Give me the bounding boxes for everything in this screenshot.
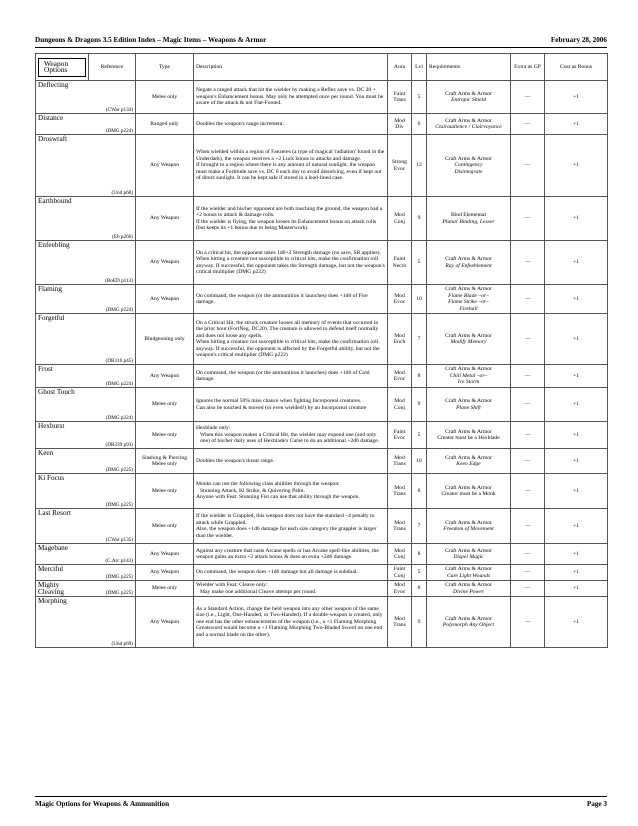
extra-gp: — [511,509,545,544]
requirements-cell [427,509,511,544]
table-row [36,241,608,285]
reference: (DR339 p93) [105,441,133,448]
reference-cell [89,285,136,314]
requirement-line: Plane Shift [456,404,481,411]
requirement-line: Fireball [459,305,478,312]
requirement-line: Craft Arms & Armor [445,519,492,526]
reference: (BoED p113) [105,277,133,284]
weapon-option-name: Ghost Touch [36,388,89,422]
weapon-type: Any Weapon [136,285,194,314]
cost-bonus: +1 [545,509,608,544]
cost-bonus: +1 [545,197,608,241]
reference-cell [89,565,136,581]
requirement-line: Craft Arms & Armor [445,286,492,292]
caster-level: 12 [412,135,427,197]
caster-level: 10 [412,449,427,474]
requirements-cell [427,544,511,565]
description-line: Stunning Attack, Ki Strike, & Quivering Palm. [200,487,305,494]
requirements-cell [427,388,511,422]
description-line: On command, the weapon does +1d6 damage but all damage is subdual. [196,569,358,576]
caster-level: 6 [412,114,427,135]
table-row [36,474,608,509]
caster-level: 5 [412,241,427,285]
table-row [36,285,608,314]
requirements-cell [427,197,511,241]
description-line: Negate a ranged attack that hit the wielder by making a Reflex save vs. DC 20 + weapon's Enhancement bonus. May only be attempted once per round. You must be aware of the attack & not Flat-Footed. [196,87,384,107]
reference-cell [89,241,136,285]
footer-page-number: Page 3 [586,800,607,808]
requirement-line: Craft Arms & Armor [445,366,492,373]
col-header-aura: Aura [388,54,412,81]
description-cell [194,509,388,544]
reference-cell [89,81,136,114]
caster-level: 9 [412,597,427,648]
aura: Strong Evoc [388,135,412,197]
cost-bonus: +1 [545,241,608,285]
weapon-option-name: Frost [36,365,89,388]
requirement-line: Contingency [454,162,483,169]
reference: (CWar p135) [105,536,133,543]
description-cell [194,565,388,581]
requirement-line: Bind Elemental [451,212,486,218]
requirement-line: Craft Arms & Armor [445,454,492,461]
reference: (DMG p224) [105,414,133,421]
cost-bonus: +1 [545,581,608,597]
reference-cell [89,597,136,648]
description-line: If the wielder and his/her opponent are both touching the ground, the weapon had a +2 bonus to attack & damage rolls. [196,205,383,218]
reference: (DMG p224) [105,306,133,313]
requirement-line: Freedom of Movement [443,526,494,532]
requirement-line: Craft Arms & Armor [445,566,492,572]
aura: Mod Trans [388,597,412,648]
requirement-line: Craft Arms & Armor [445,547,492,554]
header-title: Dungeons & Dragons 3.5 Edition Index – Magic Items – Weapons & Armor [35,36,267,44]
description-cell [194,544,388,565]
requirement-line: Ray of Enfeeblement [445,262,492,269]
table-row [36,365,608,388]
weapon-type: Melee only [136,509,194,544]
description-line: Can also be touched & moved (or even wielded!) by an Incorporeal creature [196,404,367,411]
cost-bonus: +1 [545,314,608,365]
aura: Mod Conj [388,544,412,565]
reference-cell [89,449,136,474]
weapon-option-name: Keen [36,449,89,474]
description-line: If the wielder is Grappled, this weapon does not have the standard –4 penalty to attack while Grappled. [196,513,375,526]
aura: Mod Trans [388,449,412,474]
caster-level: 8 [412,365,427,388]
requirement-line: Cure Light Wounds [446,572,491,579]
weapon-option-name: Ki Focus [36,474,89,509]
requirement-line: Creator must be a Monk [441,491,496,497]
description-cell [194,285,388,314]
aura: Faint Trans [388,81,412,114]
weapon-type: Melee only [136,581,194,597]
weapon-type: Melee only [136,474,194,509]
cost-bonus: +1 [545,81,608,114]
requirement-line: Clairaudience / Clairvoyance [435,124,502,130]
cost-bonus: +1 [545,544,608,565]
requirements-cell [427,114,511,135]
requirements-cell [427,285,511,314]
requirement-line: Entropic Shield [451,97,486,103]
description-line: When wielded within a region of Faezeres (a type of magical 'radiation' found in the Underdark), the weapon receives a +2 Luck bonus to attacks and damage. [196,149,385,162]
requirement-line: Craft Arms & Armor [445,90,492,97]
description-line: Doubles the weapon's threat range. [196,457,275,464]
requirements-cell [427,241,511,285]
description-line: If the wielder is flying, the weapon looses its Enhancement bonus on attack rolls (but keeps its +1 bonus due to being Masterwork). [196,218,377,231]
reference: (C.Arc p143) [105,557,133,564]
requirement-line: Craft Arms & Armor [445,256,492,262]
requirement-line: Flame Strike –or– [448,299,489,305]
footer-rule [35,796,607,797]
extra-gp: — [511,241,545,285]
caster-level: 5 [412,81,427,114]
requirements-cell [427,474,511,509]
table-row [36,197,608,241]
extra-gp: — [511,565,545,581]
reference: (DMG p225) [105,573,133,580]
requirement-line: Modify Memory [450,339,487,345]
weapon-option-name: Mighty Cleaving [36,581,89,597]
weapon-option-name: Forgetful [36,314,89,365]
reference-cell [89,197,136,241]
reference: (DR316 p45) [105,357,133,364]
description-line: When this weapon makes a Critical Hit, the wielder may expend one (and only one) of his/her daily uses of Hexblade's Curse to do an additional +2d6 damage. [200,431,380,445]
weapon-options-table [35,53,608,648]
table-row [36,81,608,114]
requirements-cell [427,597,511,648]
caster-level: 10 [412,285,427,314]
description-cell [194,581,388,597]
reference-cell [89,388,136,422]
weapon-type: Slashing & Piercing Melee only [136,449,194,474]
requirements-cell [427,581,511,597]
table-row [36,449,608,474]
weapon-option-name: Magebane [36,544,89,565]
weapon-option-name: Last Resort [36,509,89,544]
aura: Mod Ench [388,314,412,365]
description-cell [194,241,388,285]
aura: Faint Necro [388,241,412,285]
reference: (DMG p224) [105,127,133,134]
aura: Mod Conj [388,197,412,241]
caster-level: 8 [412,474,427,509]
header-date: February 28, 2006 [550,36,607,44]
caster-level: 5 [412,422,427,449]
aura: Mod Conj [388,388,412,422]
description-line: On a critical hit, the opponent takes 1d6+2 Strength damage (no save, SR applies). [196,249,381,256]
weapon-option-name: Merciful [36,565,89,581]
description-line: Also, the weapon does +1d6 damage for each size category the grappler is larger than the wielder. [196,526,377,539]
description-line: If brought to a region where there is any amount of natural sunlight, the weapon must make a Fortitude save vs. DC 8 each day to avoid dissolving, even if kept out of direct sunlight. It can be kept safe if stored in a lead-lined case. [196,162,382,182]
weapon-option-name: Hexburst [36,422,89,449]
description-cell [194,449,388,474]
description-cell [194,114,388,135]
weapon-type: Any Weapon [136,365,194,388]
aura: Mod Evoc [388,581,412,597]
header-rule [35,47,607,48]
reference-cell [89,314,136,365]
requirement-line: Ice Storm [457,379,480,386]
description-cell [194,422,388,449]
weapon-type: Any Weapon [136,241,194,285]
table-row [36,314,608,365]
col-header-extra: Extra as GP [511,54,545,81]
table-row [36,422,608,449]
weapon-type: Any Weapon [136,135,194,197]
description-line: When hitting a creature not susceptible to critical hits, make the confirmation roll anyway. If successful, the opponent takes the Strength damage, but not the weapon's critical multiplier (DMG p222) [196,256,385,275]
extra-gp: — [511,422,545,449]
description-cell [194,197,388,241]
reference: (DMG p224) [105,380,133,387]
reference: (Und p69) [111,640,133,647]
description-cell [194,597,388,648]
description-line: As a Standard Action, change the held weapon into any other weapon of the same size (i.e., Light, One-Handed, or Two-Handed). If a double-weapon is created, only one end has the other enhancements of the weapon (i.e., a +1 Flaming Morphing Greatsword would become a +1 Flaming Morphing Two-Bladed Sword on one end and a normal blade on the other). [196,605,383,638]
description-cell [194,81,388,114]
requirement-line: Dispel Magic [453,554,484,560]
extra-gp: — [511,449,545,474]
description-cell [194,314,388,365]
weapon-type: Any Weapon [136,565,194,581]
caster-level: 5 [412,565,427,581]
table-row [36,597,608,648]
description-line: Doubles the weapon's range increment. [196,120,284,127]
requirements-cell [427,135,511,197]
requirement-line: Craft Arms & Armor [445,615,492,622]
weapon-option-name: Deflecting [36,81,89,114]
description-line: May make one additional Cleave attempt per round. [200,588,317,595]
extra-gp: — [511,114,545,135]
requirement-line: Polymorph Any Object [442,622,495,628]
extra-gp: — [511,365,545,388]
reference-cell [89,581,136,597]
aura: Mod Evoc [388,365,412,388]
weapon-option-name: Distance [36,114,89,135]
weapon-option-name: Flaming [36,285,89,314]
description-line: On command, the weapon (or the ammunition it launches) does +1d6 of Cold damage. [196,369,370,382]
cost-bonus: +1 [545,422,608,449]
extra-gp: — [511,81,545,114]
requirement-line: Craft Arms & Armor [445,484,492,491]
reference: (CWar p134) [105,106,133,113]
extra-gp: — [511,285,545,314]
reference: (Eb p266) [112,233,133,240]
cost-bonus: +1 [545,285,608,314]
weapon-option-name: Morphing [36,597,89,648]
caster-level: 9 [412,197,427,241]
requirement-line: Planar Binding, Lesser [442,218,495,225]
cost-bonus: +1 [545,365,608,388]
requirement-line: Chill Metal –or– [449,372,488,379]
extra-gp: — [511,388,545,422]
reference: (DMG p225) [105,466,133,473]
reference-cell [89,135,136,197]
requirement-line: Craft Arms & Armor [445,332,492,339]
description-cell [194,388,388,422]
description-cell [194,365,388,388]
aura: Mod Trans [388,509,412,544]
cost-bonus: +1 [545,449,608,474]
col-header-reference: Reference [89,54,136,81]
reference-cell [89,114,136,135]
requirement-line: Craft Arms & Armor [445,117,492,124]
col-header-name: Weapon Options [36,54,89,81]
reference-cell [89,365,136,388]
requirements-cell [427,365,511,388]
cost-bonus: +1 [545,135,608,197]
requirements-cell [427,81,511,114]
requirements-cell [427,314,511,365]
requirement-line: Craft Arms & Armor [445,155,492,162]
description-line: On command, the weapon (or the ammunition it launches) does +1d6 of Fire damage. [196,292,368,305]
weapon-type: Any Weapon [136,597,194,648]
description-line: Against any creature that casts Arcane spells or has Arcane spell-like abilities, the weapon gains an extra +2 attack bonus & does an extra +2d6 damage. [196,547,379,560]
extra-gp: — [511,544,545,565]
reference: (Und p68) [111,189,133,196]
aura: Faint Conj [388,565,412,581]
aura: Faint Evoc [388,422,412,449]
description-cell [194,474,388,509]
extra-gp: — [511,597,545,648]
description-cell [194,135,388,197]
reference-cell [89,422,136,449]
description-line: Anyone with Feat: Stunning Fist can use that ability through the weapon. [196,494,360,501]
extra-gp: — [511,314,545,365]
table-header-row [36,54,608,81]
table-row [36,135,608,197]
reference-cell [89,474,136,509]
extra-gp: — [511,474,545,509]
table-row [36,388,608,422]
requirement-line: Flame Blade –or– [448,292,489,299]
caster-level: 7 [412,314,427,365]
description-line: On a Critical Hit, the struck creature looses all memory of events that occurred in the prior hour (FortNeg, DC20). The creature is allowed to defend itself normally and does not loose any spells. [196,319,379,339]
description-line: When hitting a creature not susceptible to critical hits, make the confirmation roll anyway. If successful, the opponent is affected by the Forgetful ability, but not the weapon's critical multiplier (DMG p222) [196,339,380,358]
reference: (DMG p225) [105,501,133,508]
weapon-type: Any Weapon [136,544,194,565]
requirement-line: Craft Arms & Armor [445,398,492,404]
table-row [36,565,608,581]
table-row [36,509,608,544]
description-line: Ignores the normal 50% miss chance when fighting Incorporeal creatures. [196,398,362,404]
description-line: Wielder with Feat: Cleave only: [196,582,268,588]
col-header-requirements: Requirements [427,54,511,81]
aura: Mod Evoc [388,285,412,314]
cost-bonus: +1 [545,474,608,509]
description-line: Monks can use the following class abilities through the weapon: [196,481,340,488]
col-header-lvl: Lvl [412,54,427,81]
requirements-cell [427,422,511,449]
weapon-option-name: Enfeebling [36,241,89,285]
caster-level: 8 [412,581,427,597]
table-row [36,544,608,565]
description-line: Hexblade only: [196,425,231,432]
requirement-line: Keen Edge [456,461,481,467]
requirements-cell [427,449,511,474]
caster-level: 8 [412,544,427,565]
weapon-type: Melee only [136,81,194,114]
weapon-type: Melee only [136,422,194,449]
cost-bonus: +1 [545,565,608,581]
col-header-description: Description [194,54,388,81]
requirement-line: Divine Power [453,588,484,595]
requirement-line: Creator must be a Hexblade [437,435,500,441]
reference-cell [89,509,136,544]
table-row [36,114,608,135]
table-row [36,581,608,597]
reference: (DMG p225) [105,589,133,596]
aura: Mod Div [388,114,412,135]
weapon-option-name: Droswraft [36,135,89,197]
caster-level: 7 [412,509,427,544]
extra-gp: — [511,581,545,597]
col-header-type: Type [136,54,194,81]
requirement-line: Craft Arms & Armor [445,582,492,588]
weapon-type: Melee only [136,388,194,422]
requirement-line: Disintegrate [454,168,483,175]
weapon-option-name: Earthbound [36,197,89,241]
weapon-type: Bludgeoning only [136,314,194,365]
extra-gp: — [511,197,545,241]
requirements-cell [427,565,511,581]
caster-level: 9 [412,388,427,422]
requirement-line: Craft Arms & Armor [445,428,492,435]
cost-bonus: +1 [545,114,608,135]
footer-section: Magic Options for Weapons & Ammunition [35,800,170,808]
col-header-cost: Cost as Bonus [545,54,608,81]
extra-gp: — [511,135,545,197]
aura: Mod Trans [388,474,412,509]
cost-bonus: +1 [545,388,608,422]
weapon-type: Any Weapon [136,197,194,241]
weapon-type: Ranged only [136,114,194,135]
reference-cell [89,544,136,565]
cost-bonus: +1 [545,597,608,648]
